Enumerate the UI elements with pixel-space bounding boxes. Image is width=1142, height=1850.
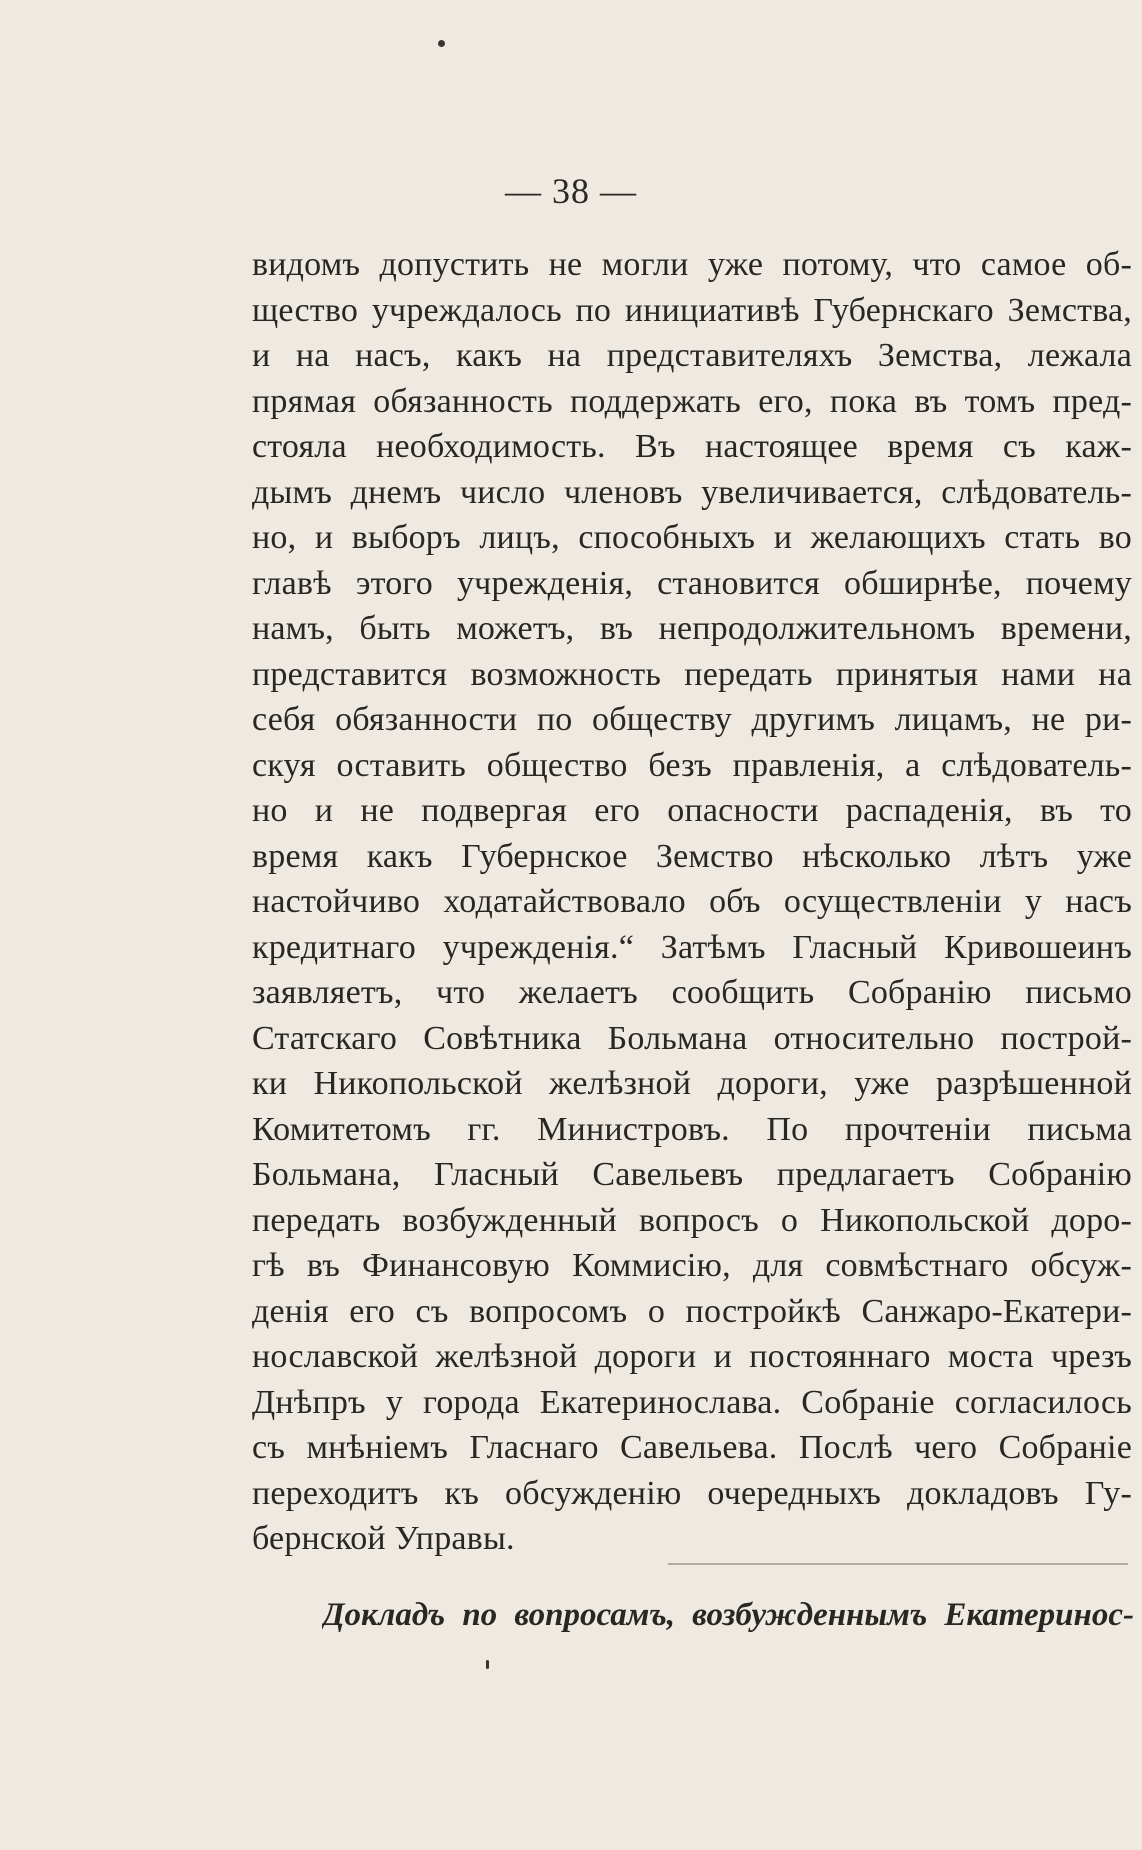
- text-line: дымъ днемъ число членовъ увеличивается, слѣдователь-: [252, 473, 1132, 511]
- text-line: видомъ допустить не могли уже потому, что самое об-: [252, 246, 1132, 283]
- text-line: гѣ въ Финансовую Коммисію, для совмѣстнаго обсуж-: [252, 1247, 1132, 1284]
- text-line: Больмана, Гласный Савельевъ предлагаетъ Собранію: [252, 1156, 1132, 1193]
- text-line: Статскаго Совѣтника Больмана относительно построй-: [252, 1019, 1132, 1057]
- text-line: Комитетомъ гг. Министровъ. По прочтеніи письма: [252, 1110, 1132, 1148]
- body-text: [252, 242, 1132, 1562]
- text-line: прямая обязанность поддержать его, пока въ томъ пред-: [252, 382, 1132, 420]
- text-line: главѣ этого учрежденія, становится обширнѣе, почему: [252, 564, 1132, 602]
- text-line: но, и выборъ лицъ, способныхъ и желающихъ стать во: [252, 519, 1132, 556]
- text-line: Днѣпръ у города Екатеринослава. Собраніе согласилось: [252, 1383, 1132, 1421]
- text-line: кредитнаго учрежденія.“ Затѣмъ Гласный Кривошеинъ: [252, 928, 1132, 966]
- text-line: скуя оставить общество безъ правленія, а слѣдователь-: [252, 746, 1132, 784]
- page-number: — 38 —: [505, 171, 637, 211]
- text-line: но и не подвергая его опасности распаденія, въ то: [252, 792, 1132, 829]
- text-line: время какъ Губернское Земство нѣсколько лѣтъ уже: [252, 837, 1132, 875]
- text-line: и на насъ, какъ на представителяхъ Земства, лежала: [252, 337, 1132, 374]
- text-line: съ мнѣніемъ Гласнаго Савельева. Послѣ чего Собраніе: [252, 1429, 1132, 1466]
- text-line: настойчиво ходатайствовало объ осуществленіи у насъ: [252, 883, 1132, 920]
- text-line: переходитъ къ обсужденію очередныхъ докладовъ Гу-: [252, 1474, 1132, 1512]
- text-line: себя обязанности по обществу другимъ лицамъ, не ри-: [252, 701, 1132, 738]
- text-line: намъ, быть можетъ, въ непродолжительномъ времени,: [252, 610, 1132, 647]
- text-line: передать возбужденный вопросъ о Никопольской доро-: [252, 1201, 1132, 1239]
- text-line: стояла необходимость. Въ настоящее время съ каж-: [252, 428, 1132, 465]
- text-line: бернской Управы.: [252, 1520, 515, 1557]
- ink-speck: [486, 1660, 489, 1669]
- section-divider: [668, 1563, 1128, 1565]
- ink-speck: [438, 40, 445, 47]
- text-line: нославской желѣзной дороги и постояннаго моста чрезъ: [252, 1338, 1132, 1375]
- text-line: представится возможность передать принятыя нами на: [252, 655, 1132, 693]
- section-heading: Докладъ по вопросамъ, возбужденнымъ Екатеринос-: [322, 1597, 1134, 1633]
- text-line: щество учреждалось по инициативѣ Губернскаго Земства,: [252, 291, 1132, 329]
- text-line: заявляетъ, что желаетъ сообщить Собранію письмо: [252, 974, 1132, 1011]
- text-line: ки Никопольской желѣзной дороги, уже разрѣшенной: [252, 1065, 1132, 1102]
- text-line: денія его съ вопросомъ о постройкѣ Санжаро-Екатери-: [252, 1292, 1132, 1330]
